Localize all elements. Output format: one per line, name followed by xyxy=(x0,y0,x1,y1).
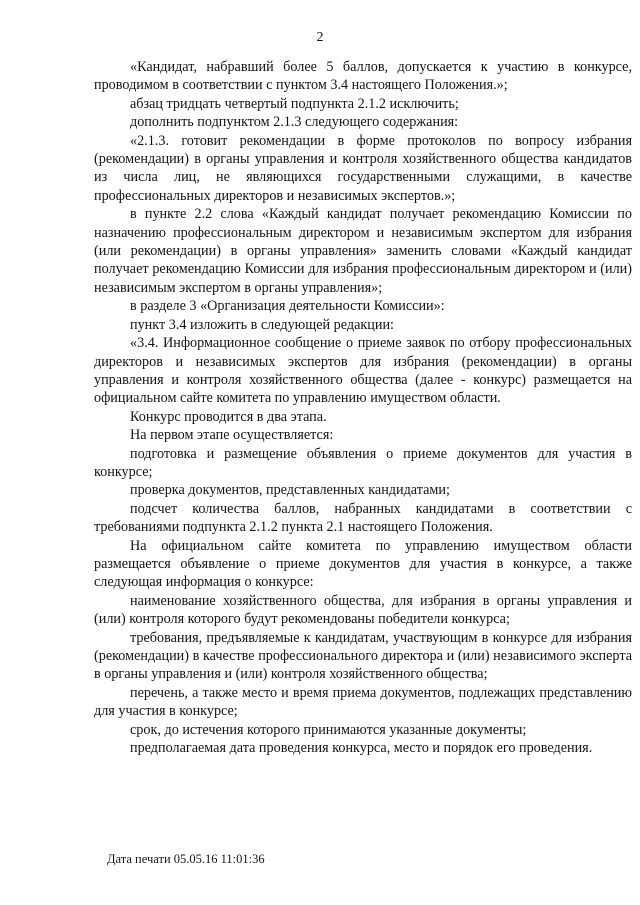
document-body xyxy=(94,58,632,757)
paragraph: Конкурс проводится в два этапа. xyxy=(130,408,327,425)
paragraph: «2.1.3. готовит рекомендации в форме протоколов по вопросу избрания (рекомендации) в органы управления и контроля хозяйственного общества кандидатов из числа лиц, не являющихся государственными служащими, в качестве профессиональных директоров и независимых экспертов.»; xyxy=(94,132,632,204)
paragraph: требования, предъявляемые к кандидатам, участвующим в конкурсе для избрания (рекомендации) в качестве профессионального директора и (или) независимого эксперта в органы управления и (или) контроля хозяйственного общества; xyxy=(94,629,632,683)
paragraph: подсчет количества баллов, набранных кандидатами в соответствии с требованиями подпункта 2.1.2 пункта 2.1 настоящего Положения. xyxy=(94,500,632,536)
paragraph: пункт 3.4 изложить в следующей редакции: xyxy=(130,316,394,333)
paragraph: На первом этапе осуществляется: xyxy=(130,427,334,444)
paragraph: абзац тридцать четвертый подпункта 2.1.2 исключить; xyxy=(130,95,459,112)
paragraph: «Кандидат, набравший более 5 баллов, допускается к участию в конкурсе, проводимом в соответствии с пунктом 3.4 настоящего Положения.»; xyxy=(94,59,632,94)
paragraph: срок, до истечения которого принимаются указанные документы; xyxy=(130,721,527,738)
paragraph: «3.4. Информационное сообщение о приеме заявок по отбору профессиональных директоров и независимых экспертов для избрания (рекомендации) в органы управления и контроля хозяйственного общества (далее - конкурс) размещается на официальном сайте комитета по управлению имуществом области. xyxy=(94,335,632,407)
paragraph: перечень, а также место и время приема документов, подлежащих представлению для участия в конкурсе; xyxy=(94,684,632,720)
print-date-footer: Дата печати 05.05.16 11:01:36 xyxy=(107,852,265,866)
paragraph: в пункте 2.2 слова «Каждый кандидат получает рекомендацию Комиссии по назначению профессиональным директором и независимым экспертом для избрания (или рекомендации) в органы управления» заменить словами «Каждый кандидат получает рекомендацию Комиссии для избрания профессиональным директором и (или) независимым экспертом в органы управления»; xyxy=(94,206,632,296)
paragraph: подготовка и размещение объявления о приеме документов для участия в конкурсе; xyxy=(94,445,632,480)
paragraph: предполагаемая дата проведения конкурса, место и порядок его проведения. xyxy=(130,740,593,757)
paragraph: На официальном сайте комитета по управлению имуществом области размещается объявление о приеме документов для участия в конкурсе, а также следующая информация о конкурсе: xyxy=(94,537,632,591)
paragraph: в разделе 3 «Организация деятельности Комиссии»: xyxy=(130,298,445,315)
paragraph: наименование хозяйственного общества, для избрания в органы управления и (или) контроля которого будут рекомендованы победители конкурса; xyxy=(94,592,632,628)
page-number: 2 xyxy=(316,30,324,45)
paragraph: проверка документов, представленных кандидатами; xyxy=(130,482,450,499)
paragraph: дополнить подпунктом 2.1.3 следующего содержания: xyxy=(130,114,459,131)
